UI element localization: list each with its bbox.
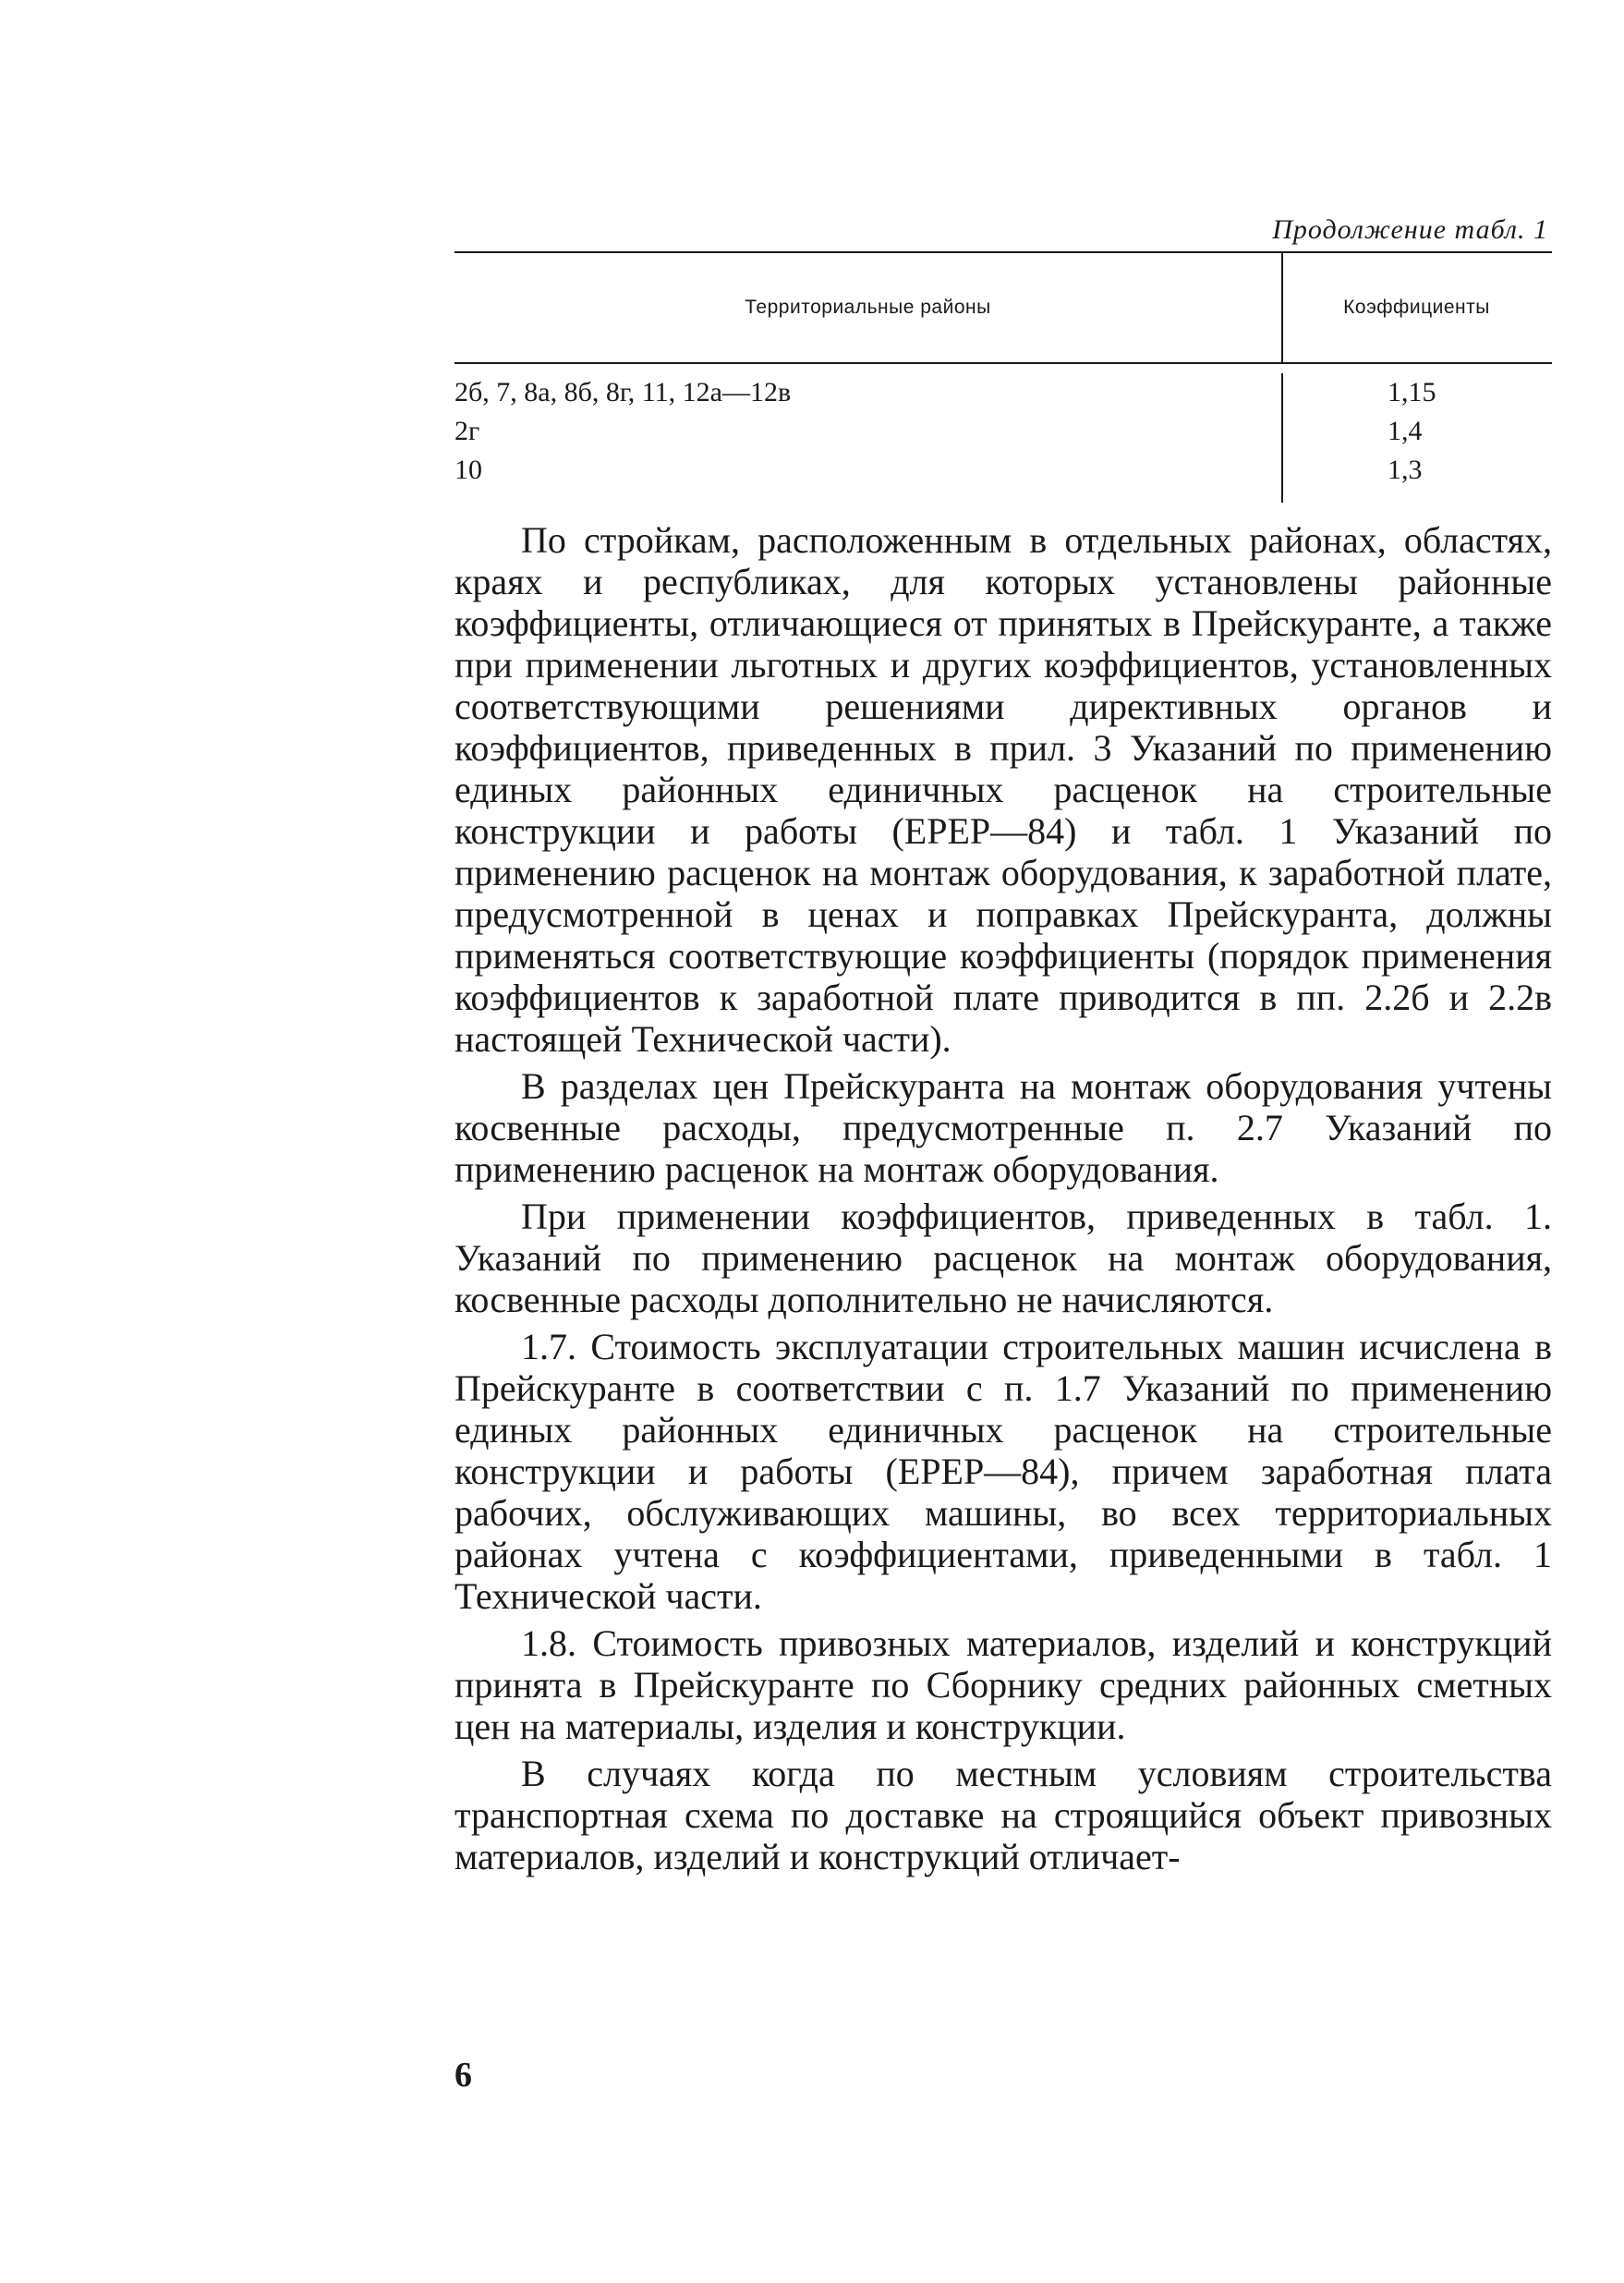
districts-column	[454, 373, 1277, 490]
table-row-coefficient: 1,3	[1388, 455, 1423, 485]
table-body	[454, 364, 1552, 503]
coefficients-table	[454, 251, 1552, 503]
body-text	[454, 519, 1552, 1877]
paragraph-regional-coefficients: По стройкам, расположенным в отдельных районах, областях, краях и республиках, для которых установлены районные коэффициенты, отличающиеся от принятых в Прейскуранте, а также при применении льготных и других коэффициентов, установленных соответствующими решениями директивных органов и коэффициентов, приведенных в прил. 3 Указаний по применению единых районных единичных расценок на строительные конструкции и работы (ЕРЕР—84) и табл. 1 Указаний по применению расценок на монтаж оборудования, к заработной плате, предусмотренной в ценах и поправках Прейскуранта, должны применяться соответствующие коэффициенты (порядок применения коэффициентов к заработной плате приводится в пп. 2.2б и 2.2в настоящей Технической части).	[454, 519, 1552, 1060]
body-column-divider	[1281, 373, 1283, 503]
table-header	[454, 253, 1552, 362]
header-districts: Территориальные районы	[745, 297, 991, 318]
coefficients-column	[1388, 373, 1498, 490]
paragraph-transport-scheme: В случаях когда по местным условиям строительства транспортная схема по доставке на строящийся объект привозных материалов, изделий и конструкций отличает-	[454, 1753, 1552, 1877]
table-row-districts: 2б, 7, 8а, 8б, 8г, 11, 12а—12в	[454, 377, 792, 407]
table-row-coefficient: 1,15	[1388, 377, 1436, 407]
table-row-districts: 2г	[454, 416, 480, 446]
page-number: 6	[454, 2056, 472, 2095]
table-row-coefficient: 1,4	[1388, 416, 1423, 446]
header-coefficients: Коэффициенты	[1343, 297, 1490, 318]
paragraph-section-1-8: 1.8. Стоимость привозных материалов, изделий и конструкций принята в Прейскуранте по Сборнику средних районных сметных цен на материалы, изделия и конструкции.	[454, 1622, 1552, 1747]
table-row-districts: 10	[454, 455, 482, 485]
paragraph-section-1-7: 1.7. Стоимость эксплуатации строительных машин исчислена в Прейскуранте в соответствии с п. 1.7 Указаний по применению единых районных единичных расценок на строительные конструкции и работы (ЕРЕР—84), причем заработная плата рабочих, обслуживающих машины, во всех территориальных районах учтена с коэффициентами, приведенными в табл. 1 Технической части.	[454, 1326, 1552, 1617]
table-continuation-label: Продолжение табл. 1	[1272, 214, 1548, 245]
paragraph-indirect-costs: В разделах цен Прейскуранта на монтаж оборудования учтены косвенные расходы, предусмотренные п. 2.7 Указаний по применению расценок на монтаж оборудования.	[454, 1065, 1552, 1190]
paragraph-no-extra-costs: При применении коэффициентов, приведенных в табл. 1. Указаний по применению расценок на монтаж оборудования, косвенные расходы дополнительно не начисляются.	[454, 1196, 1552, 1320]
